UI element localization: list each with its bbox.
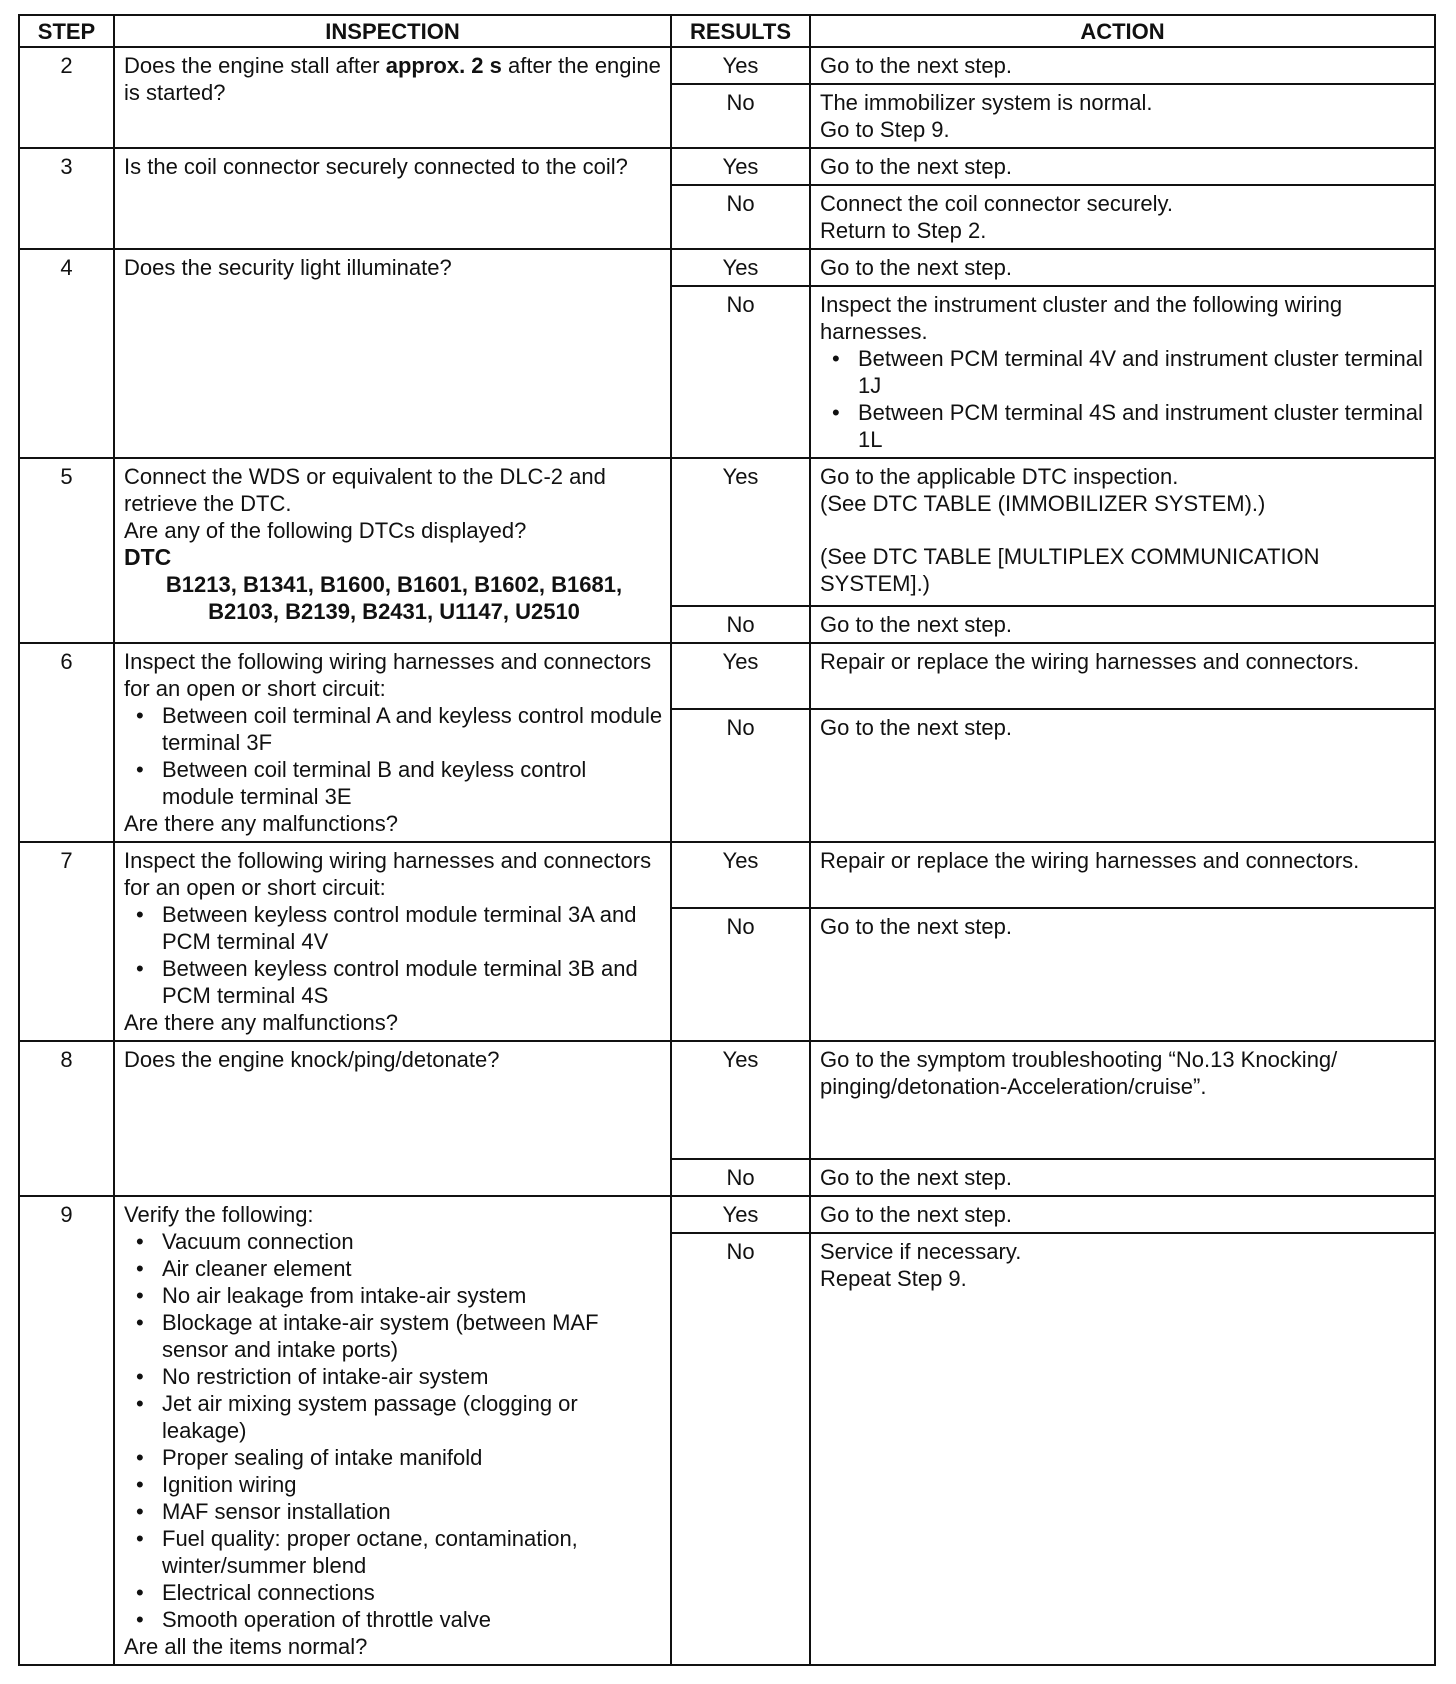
action-line: Go to Step 9. xyxy=(820,117,950,142)
action-line: Repair or replace the wiring harnesses and connectors. xyxy=(820,848,1360,873)
action-line: (See DTC TABLE [MULTIPLEX COMMUNICATION SYSTEM].) xyxy=(820,544,1320,596)
action-line: Go to the next step. xyxy=(820,1202,1013,1227)
inspection-bullet-list xyxy=(124,901,664,1009)
result-no: No xyxy=(671,84,810,148)
inspection-text: Connect the WDS or equivalent to the DLC-2 and retrieve the DTC. xyxy=(124,464,606,516)
action-line: Go to the applicable DTC inspection. xyxy=(820,464,1179,489)
bullet-item: • Smooth operation of throttle valve xyxy=(162,1606,664,1633)
action-line: Inspect the instrument cluster and the following wiring harnesses. xyxy=(820,292,1343,344)
action-line: Return to Step 2. xyxy=(820,218,987,243)
inspection-text: Inspect the following wiring harnesses and connectors for an open or short circuit: xyxy=(124,649,652,701)
step-8-yes-row xyxy=(19,1041,1435,1159)
step-3-yes-row xyxy=(19,148,1435,185)
action-line: The immobilizer system is normal. xyxy=(820,90,1153,115)
bullet-item: • No restriction of intake-air system xyxy=(162,1363,664,1390)
header-inspection: INSPECTION xyxy=(114,15,671,47)
result-yes: Yes xyxy=(671,643,810,709)
action-line: Go to the next step. xyxy=(820,53,1013,78)
step-3-inspection: Is the coil connector securely connected to the coil? xyxy=(114,148,671,249)
step-5-yes-action xyxy=(810,458,1435,606)
result-yes: Yes xyxy=(671,458,810,606)
step-number: 4 xyxy=(19,249,114,458)
result-yes: Yes xyxy=(671,1196,810,1233)
bullet-item: • Between keyless control module terminal 3B and PCM terminal 4S xyxy=(162,955,664,1009)
action-line: Go to the next step. xyxy=(820,612,1013,637)
step-8-yes-action xyxy=(810,1041,1435,1159)
step-9-no-action xyxy=(810,1233,1435,1665)
step-5-inspection xyxy=(114,458,671,643)
step-7-no-action xyxy=(810,908,1435,1041)
bullet-item: • Fuel quality: proper octane, contamination, winter/summer blend xyxy=(162,1525,664,1579)
result-yes: Yes xyxy=(671,1041,810,1159)
bullet-item: • MAF sensor installation xyxy=(162,1498,664,1525)
inspection-question: Are all the items normal? xyxy=(124,1634,368,1659)
step-7-yes-action xyxy=(810,842,1435,908)
bullet-item: • No air leakage from intake-air system xyxy=(162,1282,664,1309)
step-9-inspection xyxy=(114,1196,671,1665)
step-number: 3 xyxy=(19,148,114,249)
action-line: Go to the next step. xyxy=(820,714,1013,740)
dtc-codes: B2103, B2139, B2431, U1147, U2510 xyxy=(208,599,580,624)
step-7-inspection xyxy=(114,842,671,1041)
header-action: ACTION xyxy=(810,15,1435,47)
step-5-yes-row xyxy=(19,458,1435,606)
step-number: 7 xyxy=(19,842,114,1041)
bullet-item: • Blockage at intake-air system (between MAF sensor and intake ports) xyxy=(162,1309,664,1363)
header-results: RESULTS xyxy=(671,15,810,47)
inspection-question: Are there any malfunctions? xyxy=(124,811,398,836)
bullet-item: • Air cleaner element xyxy=(162,1255,664,1282)
step-8-inspection: Does the engine knock/ping/detonate? xyxy=(114,1041,671,1196)
step-3-yes-action xyxy=(810,148,1435,185)
result-no: No xyxy=(671,1233,810,1665)
inspection-text: Are any of the following DTCs displayed? xyxy=(124,518,527,543)
header-step: STEP xyxy=(19,15,114,47)
step-6-no-action xyxy=(810,709,1435,842)
header-row xyxy=(19,15,1435,47)
inspection-text: Inspect the following wiring harnesses and connectors for an open or short circuit: xyxy=(124,848,652,900)
result-no: No xyxy=(671,709,810,842)
action-line: Go to the next step. xyxy=(820,255,1013,280)
step-3-no-action xyxy=(810,185,1435,249)
step-2-yes-row xyxy=(19,47,1435,84)
step-4-inspection: Does the security light illuminate? xyxy=(114,249,671,458)
result-no: No xyxy=(671,606,810,643)
action-line: Repair or replace the wiring harnesses and connectors. xyxy=(820,649,1360,674)
dtc-title: DTC xyxy=(124,544,172,570)
troubleshooting-table xyxy=(18,14,1436,1666)
action-line: Go to the next step. xyxy=(820,913,1013,939)
action-line: Go to the symptom troubleshooting “No.13 Knocking/ pinging/detonation-Acceleration/cruise”. xyxy=(820,1047,1338,1099)
step-number: 2 xyxy=(19,47,114,148)
result-yes: Yes xyxy=(671,249,810,286)
bullet-item: • Between coil terminal A and keyless control module terminal 3F xyxy=(162,702,664,756)
result-no: No xyxy=(671,908,810,1041)
result-yes: Yes xyxy=(671,148,810,185)
bullet-item: • Jet air mixing system passage (clogging or leakage) xyxy=(162,1390,664,1444)
action-line: Go to the next step. xyxy=(820,154,1013,179)
step-8-no-action xyxy=(810,1159,1435,1196)
inspection-bullet-list xyxy=(124,702,664,810)
step-2-inspection xyxy=(114,47,671,148)
bullet-item: • Ignition wiring xyxy=(162,1471,664,1498)
step-6-inspection xyxy=(114,643,671,842)
action-bullet-list xyxy=(820,345,1428,453)
result-yes: Yes xyxy=(671,842,810,908)
inspection-text: Verify the following: xyxy=(124,1202,314,1227)
action-line: Go to the next step. xyxy=(820,1165,1013,1190)
result-no: No xyxy=(671,185,810,249)
action-line: (See DTC TABLE (IMMOBILIZER SYSTEM).) xyxy=(820,491,1266,516)
result-yes: Yes xyxy=(671,47,810,84)
action-line: Service if necessary. xyxy=(820,1239,1022,1265)
step-4-yes-row xyxy=(19,249,1435,286)
step-6-yes-action xyxy=(810,643,1435,709)
bullet-item: • Between PCM terminal 4S and instrument cluster terminal 1L xyxy=(858,399,1428,453)
bullet-item: • Between keyless control module terminal 3A and PCM terminal 4V xyxy=(162,901,664,955)
bullet-item: • Between coil terminal B and keyless control module terminal 3E xyxy=(162,756,664,810)
bullet-item: • Between PCM terminal 4V and instrument cluster terminal 1J xyxy=(858,345,1428,399)
action-line: Connect the coil connector securely. xyxy=(820,191,1173,216)
inspection-bold-text: approx. 2 s xyxy=(385,53,502,78)
dtc-codes: B1213, B1341, B1600, B1601, B1602, B1681, xyxy=(165,572,623,597)
step-2-yes-action xyxy=(810,47,1435,84)
step-9-yes-row xyxy=(19,1196,1435,1233)
spacer xyxy=(820,517,1428,543)
inspection-text: after the engine is started? xyxy=(124,53,661,105)
step-number: 9 xyxy=(19,1196,114,1665)
step-number: 5 xyxy=(19,458,114,643)
step-4-yes-action xyxy=(810,249,1435,286)
bullet-item: • Vacuum connection xyxy=(162,1228,664,1255)
result-no: No xyxy=(671,286,810,458)
step-4-no-action xyxy=(810,286,1435,458)
step-6-yes-row xyxy=(19,643,1435,709)
inspection-text: Does the engine stall after xyxy=(124,53,386,78)
step-5-no-action xyxy=(810,606,1435,643)
step-2-no-action xyxy=(810,84,1435,148)
bullet-item: • Proper sealing of intake manifold xyxy=(162,1444,664,1471)
inspection-bullet-list xyxy=(124,1228,664,1633)
step-9-yes-action xyxy=(810,1196,1435,1233)
step-7-yes-row xyxy=(19,842,1435,908)
action-line: Repeat Step 9. xyxy=(820,1266,967,1292)
step-number: 6 xyxy=(19,643,114,842)
inspection-question: Are there any malfunctions? xyxy=(124,1010,398,1035)
step-number: 8 xyxy=(19,1041,114,1196)
bullet-item: • Electrical connections xyxy=(162,1579,664,1606)
result-no: No xyxy=(671,1159,810,1196)
